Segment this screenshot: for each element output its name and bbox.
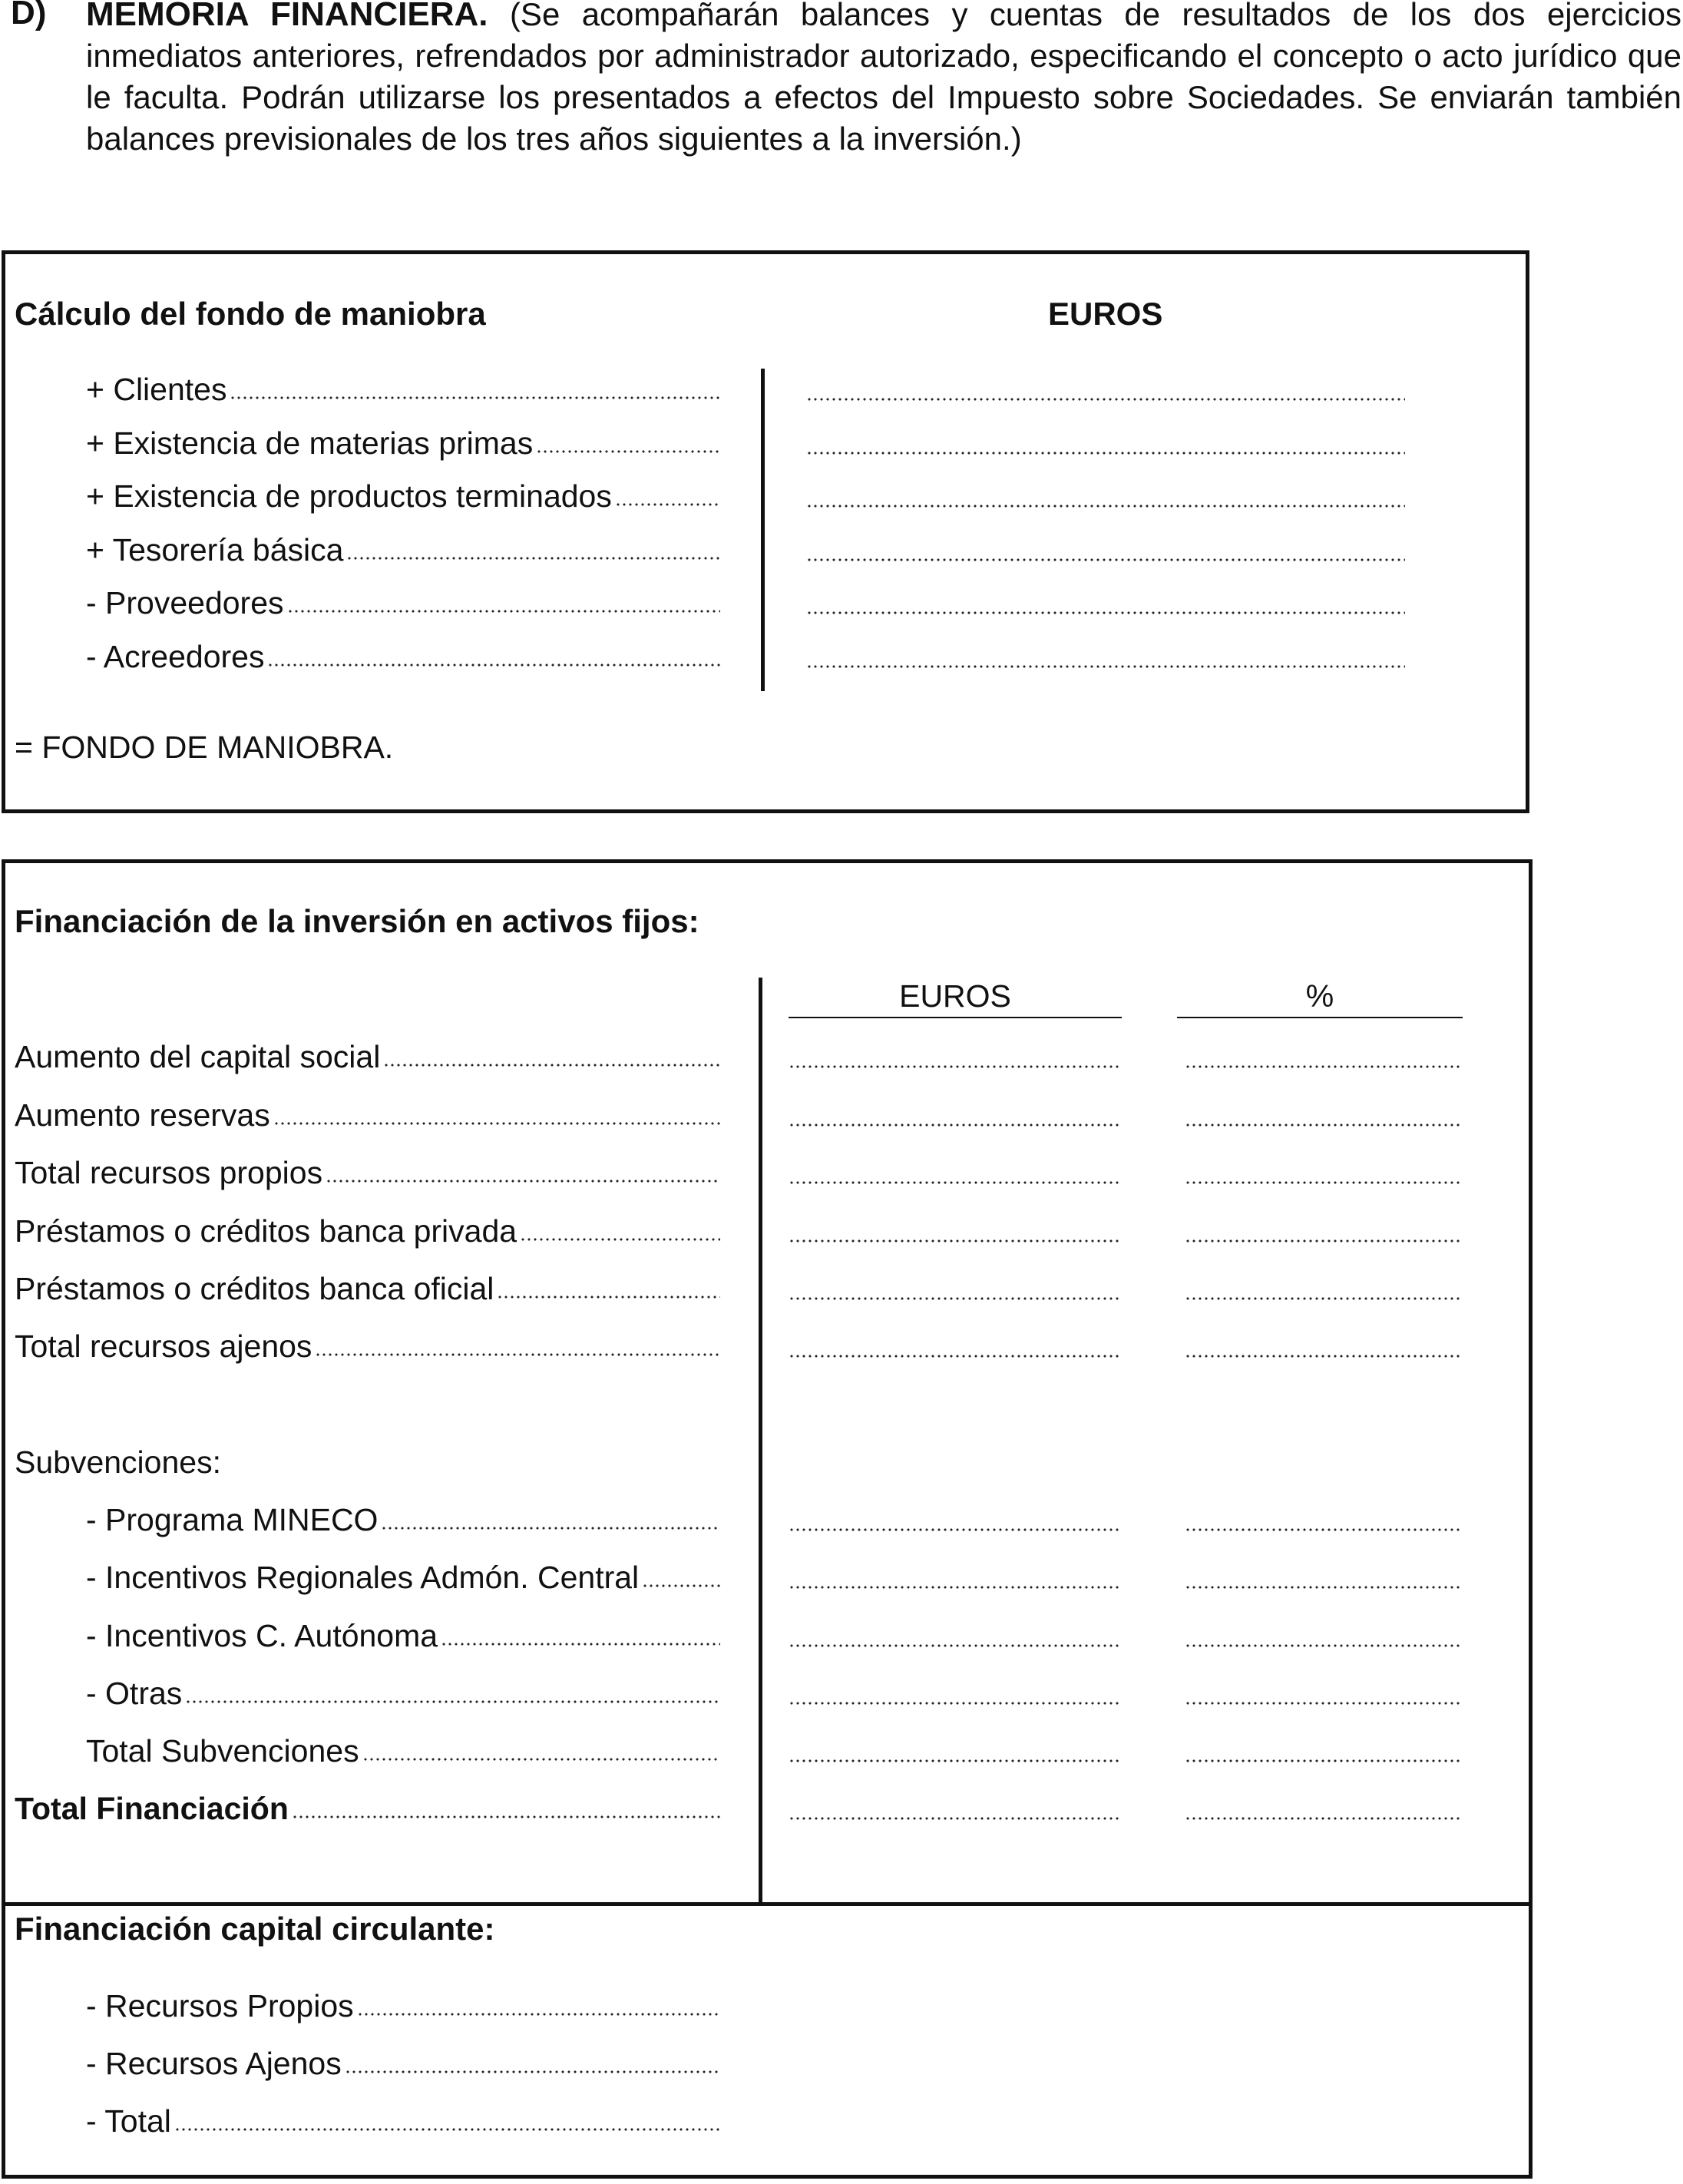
- financiacion-euros-field[interactable]: [789, 1065, 1119, 1068]
- fondo-maniobra-divider: [761, 369, 765, 691]
- financiacion-title: Financiación de la inversión en activos fijos:: [15, 903, 699, 939]
- financiacion-pct-field[interactable]: [1185, 1355, 1461, 1358]
- total-financiacion-pct-field[interactable]: [1185, 1817, 1461, 1820]
- maniobra-row-label: + Existencia de materias primas: [86, 423, 720, 463]
- subvencion-pct-field[interactable]: [1185, 1528, 1461, 1531]
- section-letter: D): [11, 0, 47, 31]
- financiacion-pct-field[interactable]: [1185, 1065, 1461, 1068]
- financiacion-row-label: Aumento reservas: [15, 1095, 720, 1135]
- subvenciones-label: Subvenciones:: [15, 1444, 221, 1480]
- circulante-title: Financiación capital circulante:: [15, 1911, 495, 1947]
- maniobra-row-field[interactable]: [806, 505, 1405, 508]
- fondo-maniobra-total: = FONDO DE MANIOBRA.: [15, 730, 394, 765]
- maniobra-row-label: + Existencia de productos terminados: [86, 476, 720, 516]
- euros-header-underline: [789, 1017, 1122, 1018]
- financiacion-pct-field[interactable]: [1185, 1123, 1461, 1127]
- intro-text: (Se acompañarán balances y cuentas de resultados de los dos ejercicios inmediatos anteriores, refrendados por administrador autorizado, especificando el concepto o acto jurídico que le faculta. Podrán utilizarse los presentados a efectos del Impuesto sobre Sociedades. Se enviarán también balances previsionales de los tres años siguientes a la inversión.): [86, 0, 1682, 157]
- fondo-maniobra-title: Cálculo del fondo de maniobra: [15, 296, 486, 332]
- financiacion-pct-field[interactable]: [1185, 1181, 1461, 1184]
- intro-paragraph: [86, 0, 1681, 160]
- subvencion-euros-field[interactable]: [789, 1586, 1119, 1589]
- financiacion-euros-header: EUROS: [899, 978, 1011, 1014]
- subvencion-row-label: - Incentivos Regionales Admón. Central: [86, 1557, 720, 1597]
- subvencion-pct-field[interactable]: [1185, 1586, 1461, 1589]
- financiacion-euros-field[interactable]: [789, 1239, 1119, 1243]
- financiacion-row-label: Aumento del capital social: [15, 1037, 720, 1077]
- maniobra-row-label: - Proveedores: [86, 583, 720, 623]
- financiacion-pct-field[interactable]: [1185, 1239, 1461, 1243]
- subvencion-total-label: Total Subvenciones: [86, 1731, 720, 1771]
- circulante-row[interactable]: - Total: [86, 2101, 720, 2141]
- maniobra-row-field[interactable]: [806, 665, 1405, 668]
- maniobra-row-label: - Acreedores: [86, 637, 720, 677]
- maniobra-row-label: + Tesorería básica: [86, 530, 720, 570]
- total-financiacion-label: Total Financiación: [15, 1789, 720, 1828]
- circulante-row[interactable]: - Recursos Ajenos: [86, 2043, 720, 2083]
- subvencion-row-label: - Incentivos C. Autónoma: [86, 1616, 720, 1656]
- subvencion-pct-field[interactable]: [1185, 1644, 1461, 1647]
- subvencion-pct-field[interactable]: [1185, 1702, 1461, 1705]
- financiacion-row-label: Préstamos o créditos banca oficial: [15, 1269, 720, 1309]
- financiacion-row-label: Préstamos o créditos banca privada: [15, 1211, 720, 1251]
- financiacion-divider: [759, 978, 762, 1906]
- subvencion-row-label: - Programa MINECO: [86, 1500, 720, 1540]
- subvencion-euros-field[interactable]: [789, 1644, 1119, 1647]
- subvencion-row-label: - Otras: [86, 1673, 720, 1713]
- financiacion-pct-header: %: [1305, 978, 1334, 1014]
- financiacion-euros-field[interactable]: [789, 1181, 1119, 1184]
- total-financiacion-euros-field[interactable]: [789, 1817, 1119, 1820]
- financiacion-euros-field[interactable]: [789, 1355, 1119, 1358]
- financiacion-euros-field[interactable]: [789, 1123, 1119, 1127]
- maniobra-row-field[interactable]: [806, 611, 1405, 614]
- maniobra-row-label: + Clientes: [86, 369, 720, 409]
- circulante-separator: [2, 1902, 1533, 1906]
- pct-header-underline: [1177, 1017, 1463, 1018]
- maniobra-row-field[interactable]: [806, 558, 1405, 561]
- subvencion-euros-field[interactable]: [789, 1702, 1119, 1705]
- subvencion-total-euros-field[interactable]: [789, 1759, 1119, 1762]
- financiacion-row-label: Total recursos propios: [15, 1153, 720, 1193]
- circulante-row[interactable]: - Recursos Propios: [86, 1986, 720, 2026]
- subvencion-total-pct-field[interactable]: [1185, 1759, 1461, 1762]
- intro-section: [0, 0, 1683, 207]
- financiacion-row-label: Total recursos ajenos: [15, 1326, 720, 1366]
- subvencion-euros-field[interactable]: [789, 1528, 1119, 1531]
- fondo-maniobra-euros-header: EUROS: [1048, 296, 1163, 332]
- financiacion-euros-field[interactable]: [789, 1297, 1119, 1300]
- maniobra-row-field[interactable]: [806, 452, 1405, 455]
- maniobra-row-field[interactable]: [806, 398, 1405, 401]
- financiacion-pct-field[interactable]: [1185, 1297, 1461, 1300]
- section-heading: MEMORIA FINANCIERA.: [86, 0, 488, 33]
